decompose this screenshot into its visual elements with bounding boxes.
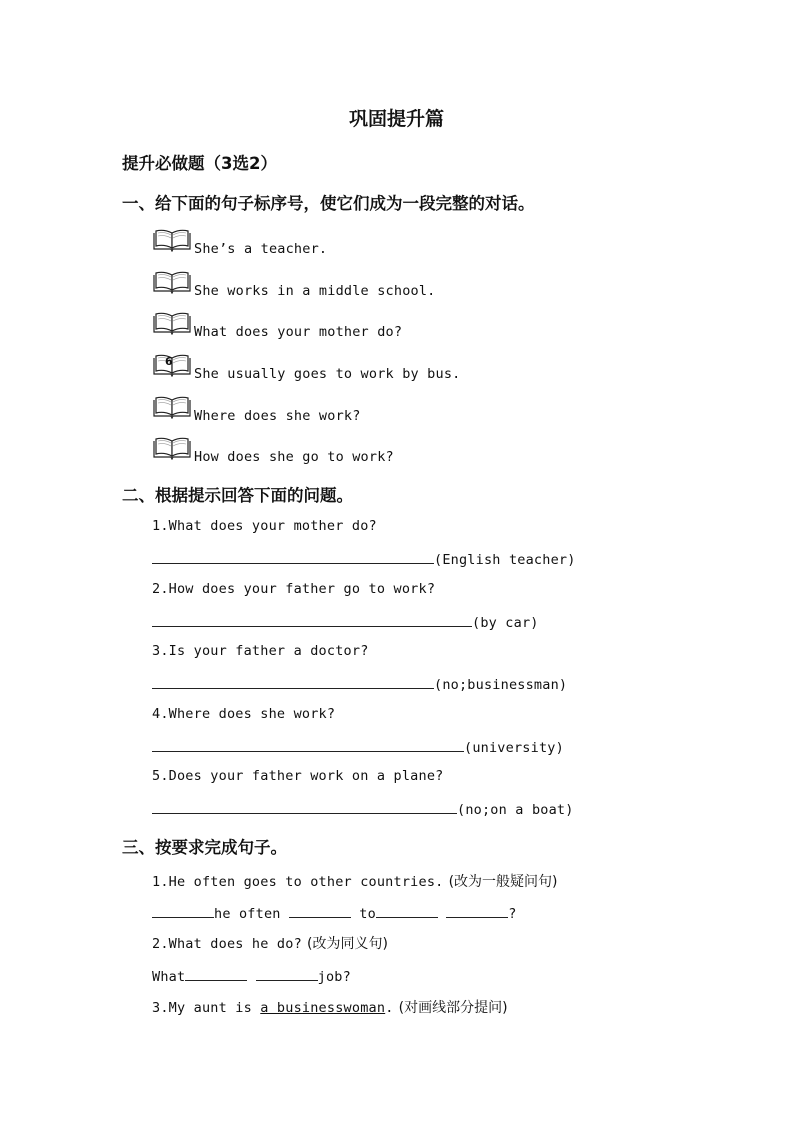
s3-q2-answer	[152, 966, 351, 985]
s3-q2-note: (改为同义句)	[307, 936, 388, 952]
answer-blank[interactable]	[152, 674, 434, 689]
answer-blank[interactable]	[152, 612, 472, 627]
section1-heading: 一、给下面的句子标序号，使它们成为一段完整的对话。	[122, 194, 535, 213]
answer-hint: (no;on a boat)	[457, 802, 574, 818]
book-icon[interactable]	[152, 311, 192, 335]
question-text: 2.How does your father go to work?	[152, 581, 436, 597]
answer-line	[152, 674, 567, 693]
answer-hint: (English teacher)	[434, 552, 576, 568]
question-text: 3.Is your father a doctor?	[152, 643, 369, 659]
subtitle: 提升必做题（3选2）	[122, 154, 277, 173]
blank[interactable]	[376, 903, 438, 918]
answer-line	[152, 612, 539, 631]
s3-q3-pre: 3.My aunt is	[152, 1000, 261, 1016]
book-icon[interactable]	[152, 228, 192, 252]
answer-hint: (no;businessman)	[434, 677, 568, 693]
book-icon[interactable]	[152, 436, 192, 460]
book-icon[interactable]	[152, 353, 192, 377]
section3-heading: 三、按要求完成句子。	[122, 838, 287, 857]
s3-q2-end: job?	[317, 969, 351, 985]
answer-line	[152, 549, 576, 568]
s3-q3-post: .	[385, 1000, 394, 1016]
s3-q1-answer	[152, 903, 517, 922]
s3-q1-text: 1.He often goes to other countries.	[152, 874, 444, 890]
question-text: 1.What does your mother do?	[152, 518, 377, 534]
answer-hint: (university)	[464, 740, 564, 756]
book-icon[interactable]	[152, 395, 192, 419]
s3-q1-w2: to	[359, 906, 376, 922]
blank[interactable]	[185, 966, 247, 981]
answer-blank[interactable]	[152, 737, 464, 752]
question-text: 4.Where does she work?	[152, 706, 336, 722]
s3-q3	[152, 997, 508, 1017]
book-number: 6	[165, 355, 173, 368]
s3-q1-end: ?	[508, 906, 517, 922]
s3-q3-note: (对画线部分提问)	[398, 1000, 508, 1016]
blank[interactable]	[289, 903, 351, 918]
dialogue-sentence: She usually goes to work by bus.	[194, 366, 461, 382]
dialogue-sentence: She works in a middle school.	[194, 283, 436, 299]
blank[interactable]	[446, 903, 508, 918]
blank[interactable]	[152, 903, 214, 918]
s3-q2-start: What	[152, 969, 186, 985]
page-title: 巩固提升篇	[348, 108, 444, 130]
s3-q2-text: 2.What does he do?	[152, 936, 302, 952]
s3-q1-note: (改为一般疑问句)	[448, 874, 558, 890]
answer-hint: (by car)	[472, 615, 539, 631]
dialogue-sentence: How does she go to work?	[194, 449, 394, 465]
blank[interactable]	[256, 966, 318, 981]
book-icon[interactable]	[152, 270, 192, 294]
dialogue-sentence: Where does she work?	[194, 408, 361, 424]
s3-q1	[152, 871, 558, 891]
s3-q3-underlined: a businesswoman	[260, 1000, 386, 1016]
answer-line	[152, 737, 564, 756]
answer-line	[152, 799, 574, 818]
answer-blank[interactable]	[152, 799, 457, 814]
section2-heading: 二、根据提示回答下面的问题。	[122, 486, 353, 505]
dialogue-sentence: What does your mother do?	[194, 324, 403, 340]
answer-blank[interactable]	[152, 549, 434, 564]
s3-q1-w1: he often	[214, 906, 281, 922]
s3-q2	[152, 933, 388, 953]
question-text: 5.Does your father work on a plane?	[152, 768, 444, 784]
dialogue-sentence: She’s a teacher.	[194, 241, 328, 257]
